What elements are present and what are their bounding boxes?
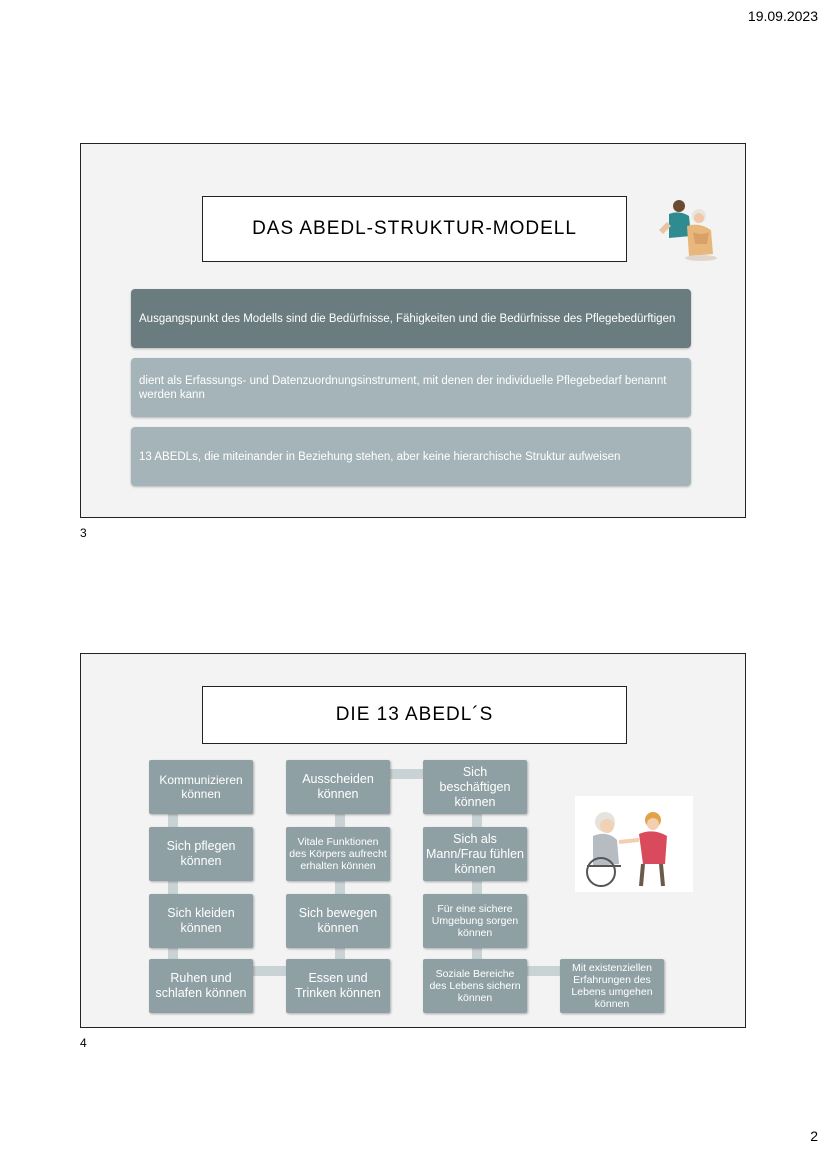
slide-4: [80, 653, 746, 1028]
slide-number-3: 3: [80, 526, 87, 540]
abedl-box-kommunizieren: Kommunizieren können: [149, 760, 253, 814]
connector: [253, 966, 289, 976]
abedl-box-soziale-bereiche: Soziale Bereiche des Lebens sichern können: [423, 959, 527, 1013]
abedl-box-sich-beschaeftigen: Sich beschäftigen können: [423, 760, 527, 814]
connector: [390, 769, 426, 779]
header-date: 19.09.2023: [747, 8, 818, 24]
caregiver-with-wheelchair-patient-icon: [573, 794, 695, 894]
abedl-box-vitale-funktionen: Vitale Funktionen des Körpers aufrecht erhalten können: [286, 827, 390, 881]
nurse-with-elderly-patient-icon: [653, 196, 725, 262]
abedl-box-existenzielle-erfahrungen: Mit existenziellen Erfahrungen des Lebens umgehen können: [560, 959, 664, 1013]
abedl-box-sichere-umgebung: Für eine sichere Umgebung sorgen können: [423, 894, 527, 948]
abedl-box-sich-bewegen: Sich bewegen können: [286, 894, 390, 948]
slide-title: DIE 13 ABEDL´S: [202, 686, 627, 744]
slide-title: DAS ABEDL-STRUKTUR-MODELL: [202, 196, 627, 262]
connector: [527, 966, 563, 976]
abedl-box-sich-pflegen: Sich pflegen können: [149, 827, 253, 881]
abedl-box-sich-kleiden: Sich kleiden können: [149, 894, 253, 948]
info-box-1: Ausgangspunkt des Modells sind die Bedürfnisse, Fähigkeiten und die Bedürfnisse des Pflegebedürftigen: [131, 289, 691, 348]
slide-number-4: 4: [80, 1036, 87, 1050]
abedl-box-ruhen-schlafen: Ruhen und schlafen können: [149, 959, 253, 1013]
info-box-2: dient als Erfassungs- und Datenzuordnungsinstrument, mit denen der individuelle Pflegebedarf benannt werden kann: [131, 358, 691, 417]
slide-3: [80, 143, 746, 518]
abedl-box-essen-trinken: Essen und Trinken können: [286, 959, 390, 1013]
abedl-box-ausscheiden: Ausscheiden können: [286, 760, 390, 814]
abedl-box-mann-frau: Sich als Mann/Frau fühlen können: [423, 827, 527, 881]
info-box-3: 13 ABEDLs, die miteinander in Beziehung stehen, aber keine hierarchische Struktur aufweisen: [131, 427, 691, 486]
page-number: 2: [810, 1128, 818, 1144]
